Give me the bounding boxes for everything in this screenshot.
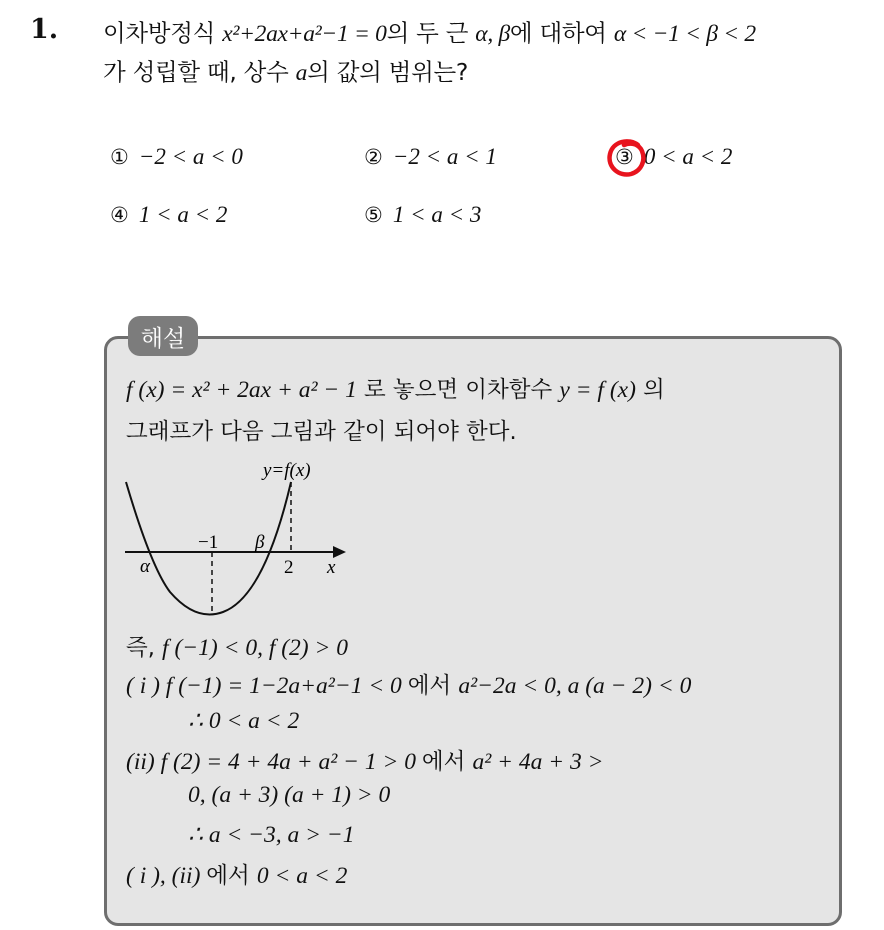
sol-l9-a: ( i ), (ii) [126, 863, 207, 889]
choice-4[interactable] [110, 202, 227, 228]
choice-1-number: ① [110, 145, 129, 169]
question-number: 1. [30, 14, 59, 45]
choice-5-text: 1 < a < 3 [392, 202, 482, 227]
sol-l8: ∴ a < −3, a > −1 [188, 822, 355, 848]
choice-5-number: ⑤ [364, 203, 383, 227]
q-equation: x²+2ax+a²−1 = 0 [222, 21, 387, 47]
label-alpha: α [140, 556, 150, 577]
solution-line-8 [188, 820, 355, 849]
choice-5[interactable] [364, 202, 481, 228]
solution-line-5 [188, 706, 299, 735]
choice-4-text: 1 < a < 2 [138, 202, 228, 227]
answer-mark-icon [605, 136, 649, 180]
parabola-graph [118, 452, 358, 624]
q-line1-post: 에 대하여 [509, 19, 614, 47]
choice-3-text: 0 < a < 2 [643, 144, 733, 169]
choice-1[interactable] [110, 144, 243, 170]
sol-l1-text: 로 놓으면 이차함수 [356, 377, 560, 403]
q-var: a [295, 60, 308, 86]
sol-l4-a: ( i ) f (−1) = 1−2a+a²−1 < 0 [126, 673, 408, 699]
q-roots: α, β [475, 21, 510, 47]
q-line1-mid: 의 두 근 [386, 19, 476, 47]
choice-2-text: −2 < a < 1 [392, 144, 497, 169]
q-line2: 가 성립할 때, 상수 [103, 58, 296, 86]
solution-tab: 해설 [128, 316, 198, 356]
choice-2-number: ② [364, 145, 383, 169]
sol-l6-b: a² + 4a + 3 > [472, 749, 604, 775]
sol-l3-math: f (−1) < 0, f (2) > 0 [162, 635, 348, 661]
label-x: x [327, 557, 336, 578]
q-condition: α < −1 < β < 2 [613, 21, 756, 47]
sol-l1-math: f (x) = x² + 2ax + a² − 1 [126, 377, 357, 403]
sol-l1-math2: y = f (x) [559, 377, 636, 403]
q-line2-post: 의 값의 범위는? [307, 58, 469, 86]
solution-line-1 [126, 372, 665, 404]
choice-4-number: ④ [110, 203, 129, 227]
sol-l6-k: 에서 [421, 749, 473, 775]
sol-l3-k: 즉, [126, 635, 163, 661]
choice-1-text: −2 < a < 0 [138, 144, 243, 169]
choice-2[interactable] [364, 144, 497, 170]
sol-l7: 0, (a + 3) (a + 1) > 0 [188, 782, 391, 808]
solution-line-3 [126, 630, 348, 662]
sol-l1-text2: 의 [635, 377, 665, 403]
solution-line-9 [126, 858, 347, 890]
label-neg1: −1 [198, 532, 219, 553]
question-text [103, 14, 873, 92]
sol-l2-text: 그래프가 다음 그림과 같이 되어야 한다. [126, 419, 517, 445]
sol-l5: ∴ 0 < a < 2 [188, 708, 300, 734]
curve-label: y=f(x) [263, 460, 311, 481]
sol-l9-k: 에서 [206, 863, 257, 889]
sol-l6-a: (ii) f (2) = 4 + 4a + a² − 1 > 0 [126, 749, 422, 775]
solution-line-4 [126, 668, 691, 700]
label-2: 2 [284, 557, 294, 578]
solution-line-2 [126, 414, 517, 446]
sol-l4-b: a²−2a < 0, a (a − 2) < 0 [458, 673, 692, 699]
sol-l4-k: 에서 [407, 673, 459, 699]
q-line1-pre: 이차방정식 [103, 19, 223, 47]
solution-line-7 [188, 782, 390, 809]
solution-line-6 [126, 744, 603, 776]
choice-3-number: ③ [615, 145, 634, 169]
sol-l9-b: 0 < a < 2 [256, 863, 348, 889]
label-beta: β [255, 532, 265, 553]
